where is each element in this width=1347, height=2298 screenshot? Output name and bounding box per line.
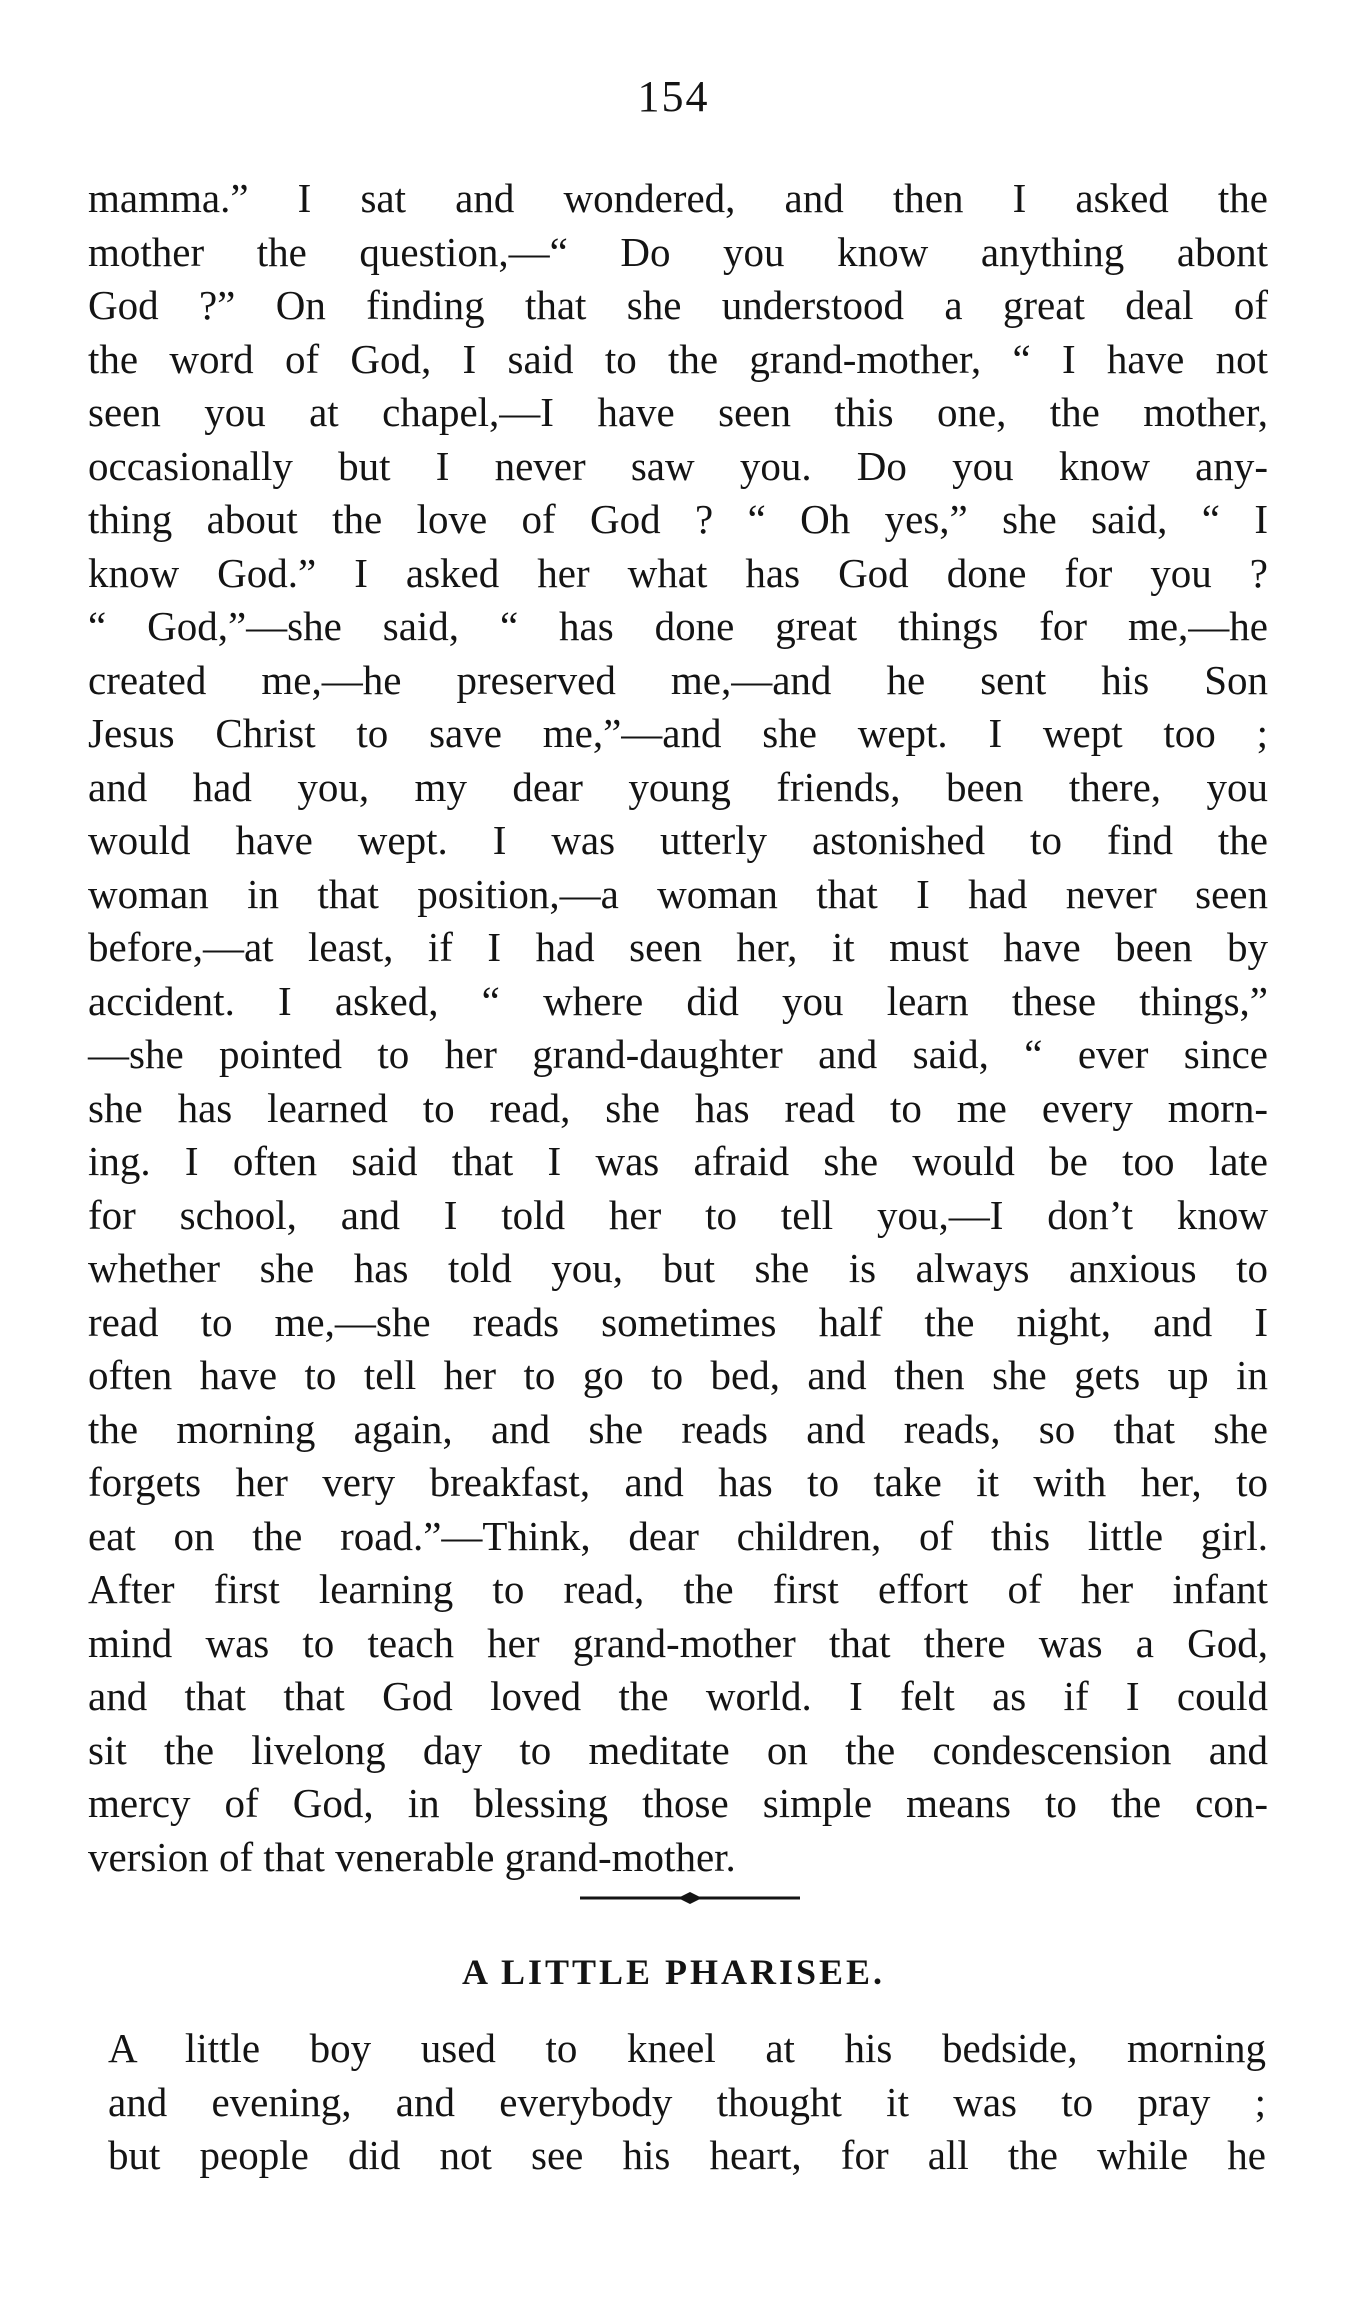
text-line: woman in that position,—a woman that I had never seen [88,870,1268,917]
text-line: mind was to teach her grand-mother that there was a God, [88,1619,1268,1666]
text-line: the morning again, and she reads and reads, so that she [88,1405,1268,1452]
text-line: mamma.” I sat and wondered, and then I asked the [88,175,1268,221]
text-line: and that that God loved the world. I felt as if I could [88,1673,1268,1719]
page-number: 154 [637,72,710,121]
text-line: seen you at chapel,—I have seen this one, the mother, [88,389,1268,435]
text-line: thing about the love of God ? “ Oh yes,” she said, “ I [88,496,1268,542]
body-paragraph [88,172,1268,1884]
text-line: sit the livelong day to meditate on the condescension and [88,1726,1268,1773]
text-line: eat on the road.”—Think, dear children, of this little girl. [88,1512,1268,1559]
text-line: ing. I often said that I was afraid she would be too late [88,1138,1268,1184]
text-line: often have to tell her to go to bed, and then she gets up in [88,1352,1268,1398]
text-line: know God.” I asked her what has God done for you ? [88,549,1268,596]
text-line: —she pointed to her grand-daughter and said, “ ever since [88,1031,1268,1077]
text-line: the word of God, I said to the grand-mother, “ I have not [88,335,1268,382]
text-line: God ?” On finding that she understood a great deal of [88,282,1268,328]
text-line: read to me,—she reads sometimes half the night, and I [88,1298,1268,1345]
text-line: but people did not see his heart, for all the while he [108,2132,1266,2178]
text-line: before,—at least, if I had seen her, it must have been by [88,924,1268,970]
text-line: A little boy used to kneel at his bedside, morning [108,2025,1266,2071]
divider-diamond [678,1892,702,1904]
text-line: created me,—he preserved me,—and he sent his Son [88,656,1268,703]
text-line: Jesus Christ to save me,”—and she wept. I wept too ; [88,710,1268,756]
text-line: whether she has told you, but she is always anxious to [88,1245,1268,1291]
text-line: “ God,”—she said, “ has done great things for me,—he [88,603,1268,649]
text-line: occasionally but I never saw you. Do you know any- [88,442,1268,489]
text-line: for school, and I told her to tell you,—I don’t know [88,1191,1268,1238]
text-line: and evening, and everybody thought it was to pray ; [108,2078,1266,2125]
section-divider-ornament [578,1888,802,1908]
text-line: accident. I asked, “ where did you learn these things,” [88,977,1268,1024]
text-line: would have wept. I was utterly astonished to find the [88,817,1268,863]
text-line: mother the question,—“ Do you know anything abont [88,228,1268,275]
section-title: A LITTLE PHARISEE. [461,1952,886,1992]
text-line: mercy of God, in blessing those simple means to the con- [88,1780,1268,1826]
text-line: forgets her very breakfast, and has to take it with her, to [88,1459,1268,1505]
text-line: and had you, my dear young friends, been there, you [88,763,1268,810]
text-line: version of that venerable grand-mother. [88,1833,736,1880]
text-line: she has learned to read, she has read to me every morn- [88,1084,1268,1131]
text-line: After first learning to read, the first effort of her infant [88,1566,1268,1612]
section-paragraph [108,2022,1266,2183]
